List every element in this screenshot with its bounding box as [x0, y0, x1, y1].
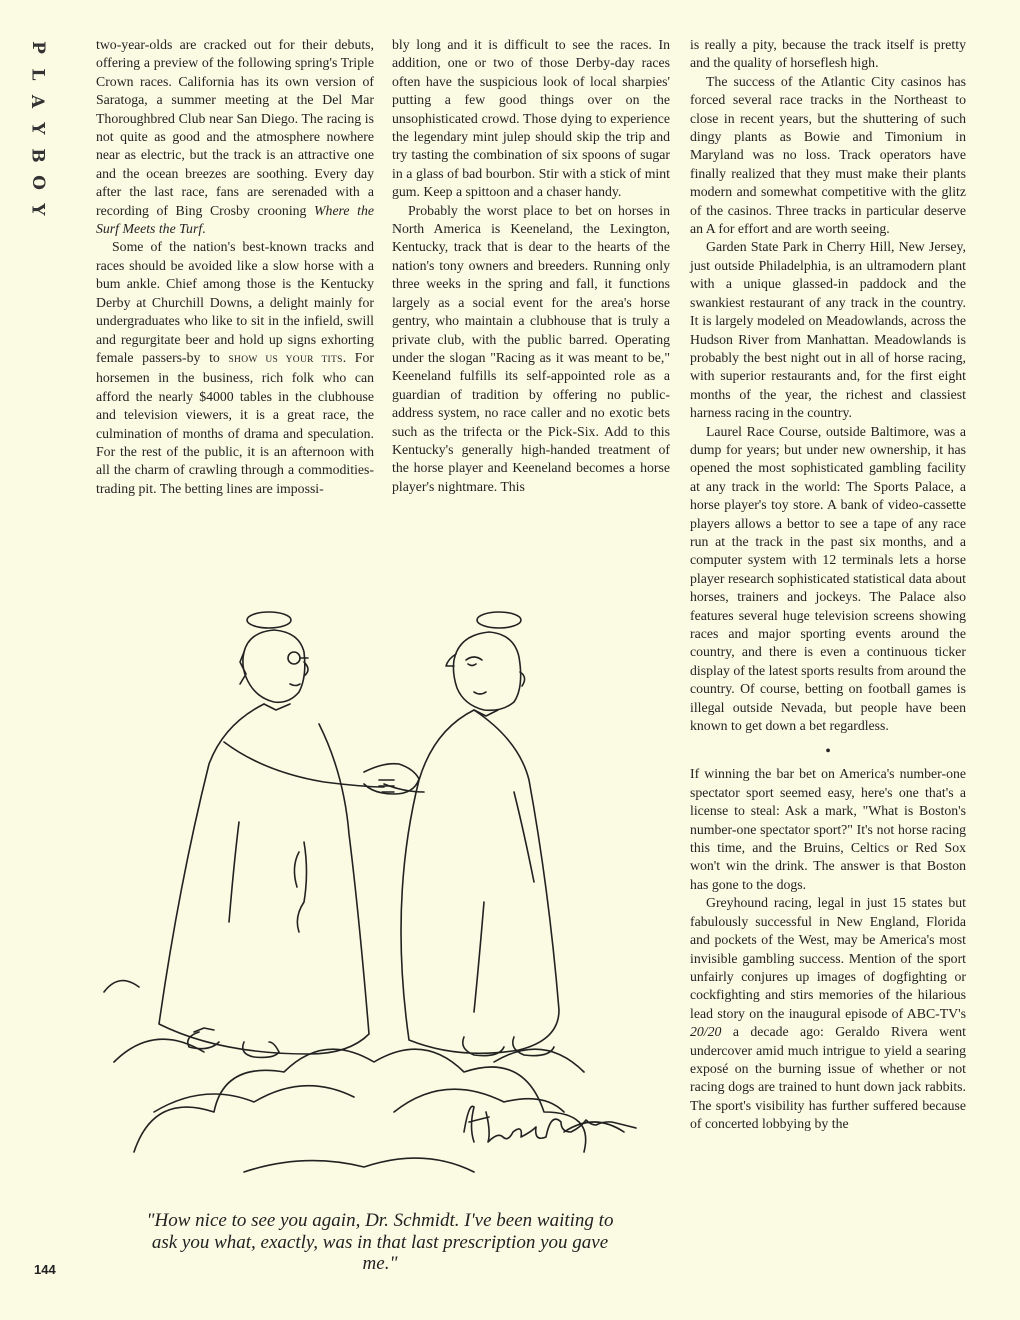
masthead-letter: A	[27, 94, 48, 109]
paragraph: is really a pity, because the track itself is pretty and the quality of horseflesh high.	[690, 37, 966, 71]
masthead-letter: L	[27, 68, 48, 81]
paragraph	[96, 238, 374, 498]
paragraph: Probably the worst place to bet on horses in North America is Keeneland, the Lexington, Kentucky, track that is dear to the hearts of the nation's tony owners and breeders. Running only three weeks in the spring and fall, it functions largely as a social event for the area's horse gentry, who maintain a clubhouse that is truly a private club, with the public barred. Operating under the slogan "Racing as it was meant to be," Keeneland fulfills its self-appointed role as a guardian of tradition by offering no public-address system, no race caller and no exotic bets such as the trifecta or the Pick-Six. Add to this Kentucky's generally high-handed treatment of the horse player and Keeneland becomes a horse player's nightmare. This	[392, 202, 670, 494]
text-run: .	[202, 221, 206, 237]
text-run: two-year-olds are cracked out for their debuts, offering a preview of the following spring's Triple Crown races. California has its own version of Saratoga, a summer meeting at the Del Mar Thoroughbred Club near San Diego. The racing is not quite as good and the atmosphere nowhere near as electric, but the track is an attractive one and the ocean breezes are soothing. Every day after the last race, fans are serenaded with a recording of Bing Crosby crooning	[96, 37, 374, 218]
masthead-letter: P	[27, 41, 48, 54]
text-run: . For horsemen in the business, rich folk who can afford the nearly $4000 tables in the clubhouse and television viewers, it is a great race, the culmination of months of drama and speculation. For the rest of the public, it is an afternoon with all the charm of crawling through a commodities-trading pit. The betting lines are impossi-	[96, 349, 374, 496]
cartoon-illustration	[94, 592, 672, 1192]
section-break-bullet: •	[825, 743, 831, 761]
cloud-drawing	[104, 981, 624, 1172]
masthead-letter: Y	[27, 122, 48, 135]
article-column-3	[690, 36, 966, 1134]
left-figure-drawing	[159, 612, 384, 1057]
handshake-drawing	[364, 764, 419, 794]
paragraph: bly long and it is difficult to see the races. In addition, one or two of those Derby-day races often have the suspicious look of local sharpies' putting a few good things over on the unsophisticated crowd. Those dying to experience the legendary mint julep should skip the trip and try tasting the combination of six spoons of sugar in a glass of bad bourbon. Stir with a stick of mint gum. Keep a spittoon and a chaser handy.	[392, 37, 670, 200]
cartoon-caption: "How nice to see you again, Dr. Schmidt. I've been waiting to ask you what, exactly, was in that last prescription you gave me."	[146, 1210, 614, 1274]
show-title: 20/20	[690, 1024, 722, 1040]
masthead-letter: B	[27, 148, 48, 163]
text-run: Some of the nation's best-known tracks and races should be avoided like a slow horse with a bum ankle. Chief among those is the Kentucky Derby at Churchill Downs, a delight mainly for undergraduates who like to sit in the infield, swill and regurgitate beer and hold up signs exhorting female passers-by to	[96, 239, 374, 365]
song-title: Where the Surf Meets the Turf	[96, 202, 374, 237]
article-column-2	[392, 36, 670, 496]
article-column-1	[96, 36, 374, 498]
paragraph: Laurel Race Course, outside Baltimore, was a dump for years; but under new ownership, it has opened the most sophisticated gambling facility at any track in the world: The Sports Palace, a horse player's toy store. A bank of video-cassette players allows a bettor to see a tape of any race run at the track in the past six months, and a computer system with 12 terminals lets a horse player research sophisticated statistical data about horses, trainers and jockeys. The Palace also features several huge television screens showing races and major sporting events around the country, and there is even a continuous ticker display of the latest sports results from around the country. Of course, betting on football games is illegal outside Nevada, but people have been known to get down a bet regardless.	[690, 423, 966, 734]
masthead-letter: Y	[27, 203, 48, 216]
masthead-vertical	[22, 34, 52, 223]
right-figure-drawing	[384, 612, 559, 1056]
text-run: a decade ago: Geraldo Rivera went undercover amid much intrigue to yield a searing exposé on the burning issue of whether or not racing dogs are trained to hunt down jack rabbits. The sport's visibility has further suffered because of concerted lobbying by the	[690, 1024, 967, 1132]
paragraph	[690, 894, 966, 1133]
sign-text: SHOW US YOUR TITS	[228, 354, 343, 365]
paragraph: Garden State Park in Cherry Hill, New Jersey, just outside Philadelphia, is an ultramodern plant with a unique glassed-in paddock and the swankiest restaurant of any track in the country. It is largely modeled on Meadowlands, across the Hudson River from Manhattan. Meadowlands is probably the best night out in all of horse racing, with superior restaurants and, for the first eight months of the year, the richest and classiest harness racing in the country.	[690, 239, 966, 421]
text-run: Greyhound racing, legal in just 15 states but fabulously successful in New England, Florida and pockets of the West, may be America's most invisible gambling success. Mention of the sport unfairly conjures up images of dogfighting or cockfighting and stirs memories of the hilarious lead story on the inaugural episode of ABC-TV's	[690, 895, 966, 1021]
masthead-letter: O	[27, 175, 48, 190]
paragraph: If winning the bar bet on America's number-one spectator sport seemed easy, here's one that's a license to steal: Ask a mark, "What is Boston's number-one spectator sport?" It's not horse racing this time, and the Bruins, Celtics or Red Sox won't win the drink. The answer is that Boston has gone to the dogs.	[690, 766, 966, 892]
paragraph: The success of the Atlantic City casinos has forced several race tracks in the Northeast to close in recent years, but the shuttering of such dingy plants as Bowie and Timonium in Maryland was no loss. Track operators have finally realized that they must make their plants modern and somewhat competitive with the glitz of the casinos. Three tracks in particular deserve an A for effort and are worth seeing.	[690, 73, 966, 237]
page-number: 144	[34, 1262, 56, 1277]
paragraph	[96, 36, 374, 238]
